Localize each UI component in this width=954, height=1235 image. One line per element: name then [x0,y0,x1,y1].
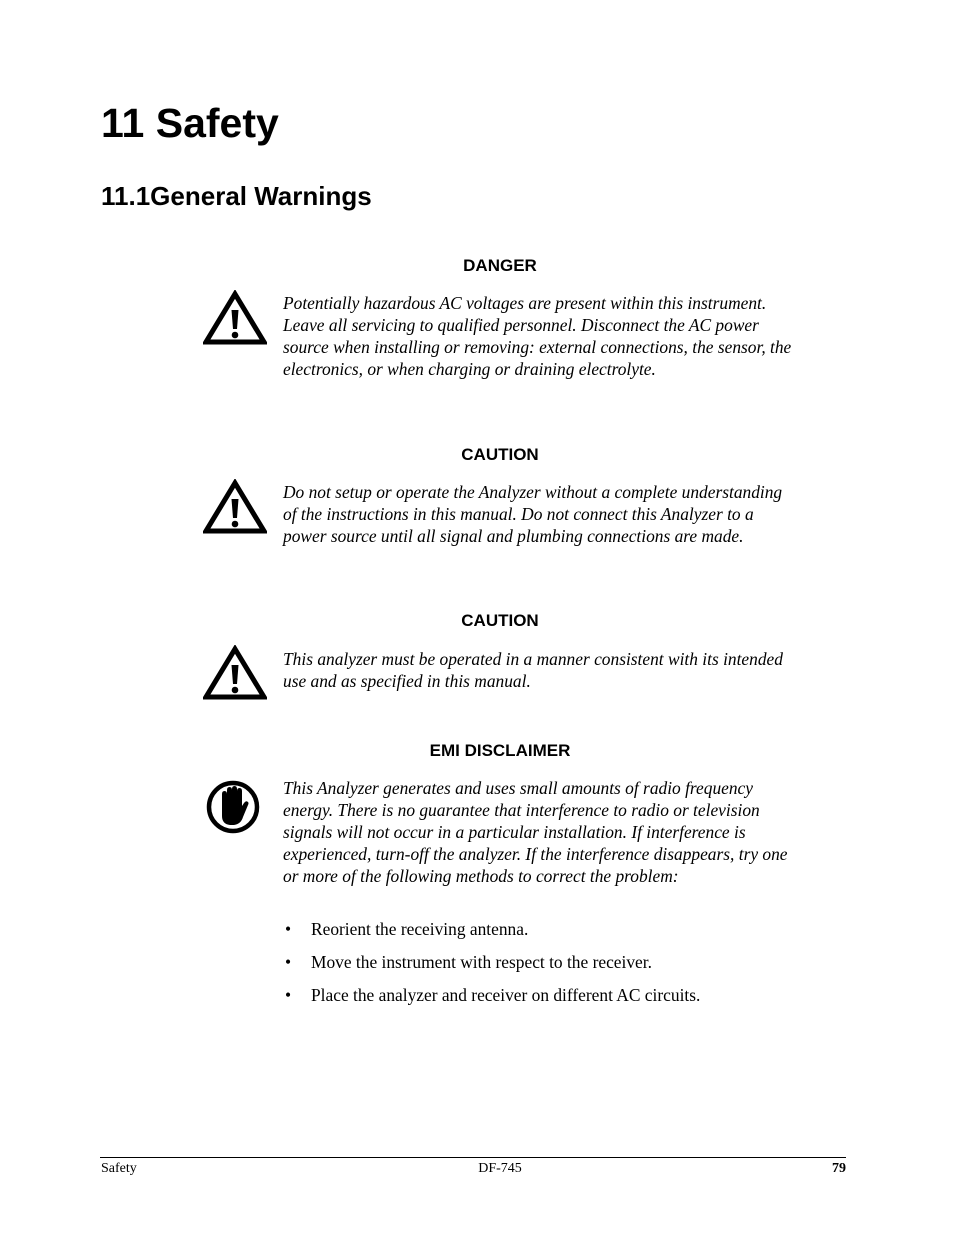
list-item-text: Place the analyzer and receiver on different AC circuits. [311,985,701,1005]
caution-heading: CAUTION [461,611,539,630]
list-item [283,951,700,984]
warning-triangle-icon [203,479,267,535]
mitigation-list [283,918,700,1017]
footer-divider [100,1157,846,1158]
list-item-text: Reorient the receiving antenna. [311,919,529,939]
danger-heading: DANGER [463,256,537,275]
bullet-icon: • [285,985,292,1005]
page-number: 79 [832,1161,846,1176]
bullet-icon: • [285,919,292,939]
emi-disclaimer-text: This Analyzer generates and uses small amounts of radio frequency energy. There is no guarantee that interference to radio or television signals will not occur in a particular installation. If interference is experienced, turn-off the analyzer. If the interference disappears, try one or more of the following methods to correct the problem: [283,778,788,886]
list-item [283,918,700,951]
list-item-text: Move the instrument with respect to the receiver. [311,952,652,972]
stop-hand-icon [206,780,260,834]
warning-triangle-icon [203,645,267,701]
danger-text: Potentially hazardous AC voltages are present within this instrument. Leave all servicing to qualified personnel. Disconnect the AC power source when installing or removing: external connections, the sensor, the electronics, or when charging or draining electrolyte. [283,293,792,379]
warning-triangle-icon [203,290,267,346]
chapter-title: 11 Safety [101,100,279,146]
footer-section-name: Safety [101,1161,137,1176]
footer-document-id: DF-745 [478,1161,522,1176]
section-title: 11.1General Warnings [101,181,372,211]
caution-text: This analyzer must be operated in a manner consistent with its intended use and as specified in this manual. [283,649,783,691]
bullet-icon: • [285,952,292,972]
emi-disclaimer-heading: EMI DISCLAIMER [429,741,571,760]
caution-text: Do not setup or operate the Analyzer without a complete understanding of the instructions in this manual. Do not connect this Analyzer to a power source until all signal and plumbing connections are made. [283,482,783,546]
caution-heading: CAUTION [461,445,539,464]
list-item [283,984,700,1017]
